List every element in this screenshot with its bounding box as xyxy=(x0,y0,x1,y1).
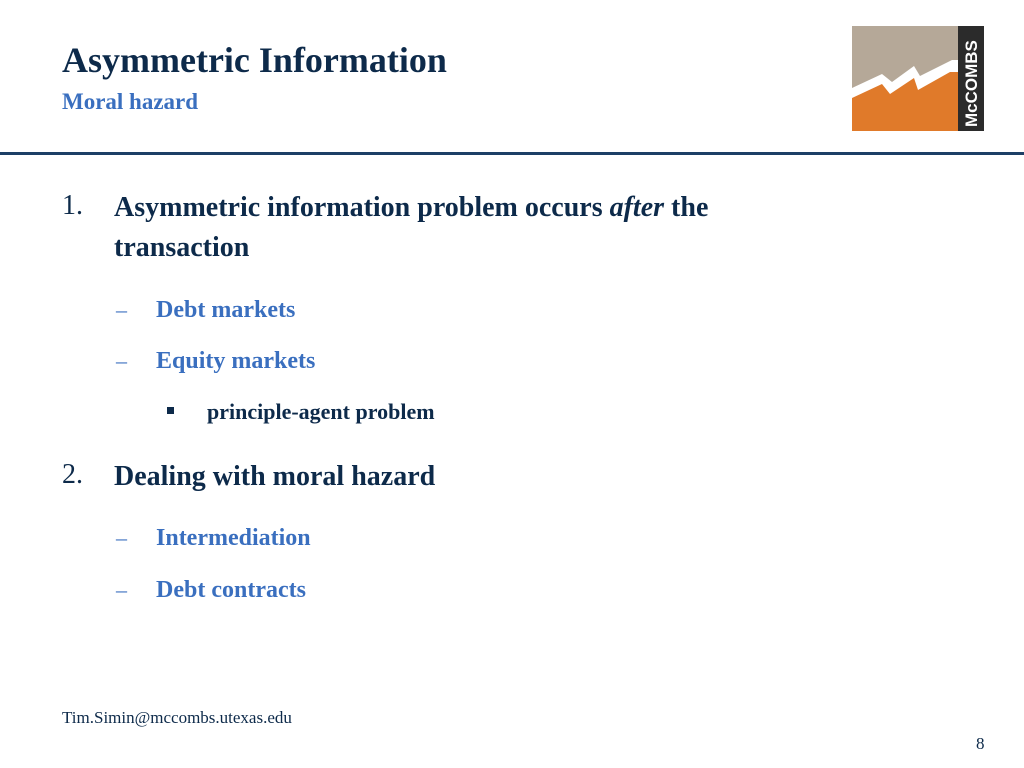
slide-title: Asymmetric Information xyxy=(62,40,447,80)
emphasis-after: after xyxy=(609,192,665,223)
slide-subtitle: Moral hazard xyxy=(62,89,199,114)
sub-item: Debt markets xyxy=(156,297,296,323)
dash-bullet: – xyxy=(116,348,127,373)
sub-item: Intermediation xyxy=(156,525,311,551)
list-item-text-end: the xyxy=(664,192,709,223)
logo-text: McCOMBS xyxy=(962,40,981,127)
list-number: 2. xyxy=(62,459,83,490)
sub-item: Debt contracts xyxy=(156,577,306,603)
dash-bullet: – xyxy=(116,297,127,322)
sub-item: Equity markets xyxy=(156,348,316,374)
list-item-text xyxy=(114,188,708,228)
header-rule xyxy=(0,152,1024,155)
page-number: 8 xyxy=(976,734,985,753)
square-bullet-icon xyxy=(167,407,174,414)
dash-bullet: – xyxy=(116,577,127,602)
list-item-text-line2: transaction xyxy=(114,232,250,263)
mccombs-logo xyxy=(852,26,984,131)
footer-email: Tim.Simin@mccombs.utexas.edu xyxy=(62,708,292,727)
sub-sub-item: principle-agent problem xyxy=(207,399,435,424)
dash-bullet: – xyxy=(116,525,127,550)
list-number: 1. xyxy=(62,190,83,221)
list-item-text: Dealing with moral hazard xyxy=(114,461,436,492)
list-item-text-start: Asymmetric information problem occurs xyxy=(114,192,610,223)
